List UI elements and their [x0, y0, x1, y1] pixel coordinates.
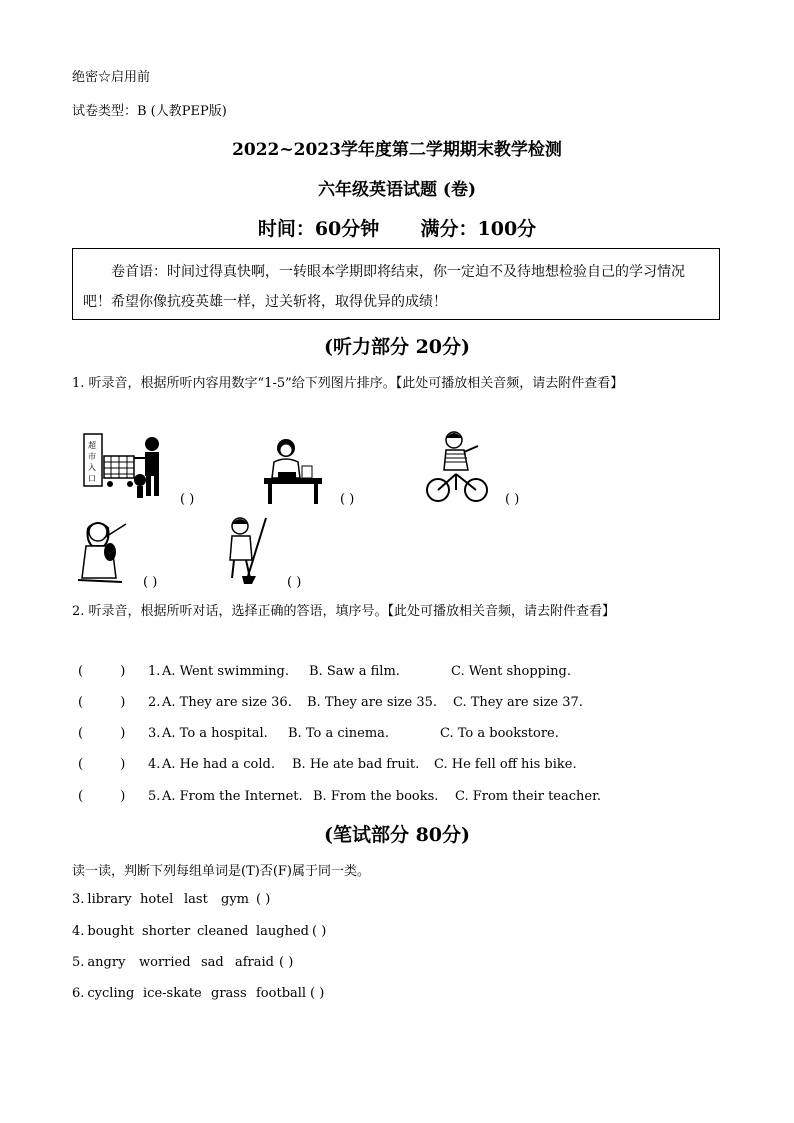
q2-row-1	[78, 664, 125, 679]
q2-num: 3.	[148, 726, 161, 741]
paper-type: 试卷类型：B (人教PEP版)	[72, 104, 227, 119]
picture-bike	[424, 430, 490, 504]
word-group-row	[72, 955, 125, 970]
q2-row-3	[78, 726, 125, 741]
picture-violin	[74, 518, 130, 588]
option-a: A. He had a cold.	[162, 757, 275, 772]
option-b: B. Saw a film.	[309, 664, 400, 679]
answer-paren[interactable]: ( )	[340, 492, 355, 507]
q2-num: 1.	[148, 664, 161, 679]
q1-instruction: 1. 听录音，根据所听内容用数字“1-5”给下列图片排序。【此处可播放相关音频，请去附件查看】	[72, 376, 624, 391]
option-b: B. He ate bad fruit.	[292, 757, 420, 772]
answer-paren[interactable]: ( )	[78, 664, 126, 679]
answer-paren[interactable]: ( )	[287, 575, 302, 590]
svg-text:入: 入	[88, 463, 96, 472]
answer-paren[interactable]: ( )	[312, 924, 327, 939]
q2-instruction: 2. 听录音，根据所听对话，选择正确的答语，填序号。【此处可播放相关音频，请去附件查看】	[72, 604, 616, 619]
q2-num: 2.	[148, 695, 161, 710]
exam-title: 2022~2023学年度第二学期期末教学检测	[232, 140, 562, 160]
picture-supermarket	[82, 432, 170, 502]
intro-box	[72, 248, 720, 320]
word: hotel	[140, 892, 174, 907]
option-a: A. They are size 36.	[162, 695, 292, 710]
confidential-mark: 绝密☆启用前	[72, 70, 151, 85]
q2-num: 5.	[148, 789, 161, 804]
picture-desk	[262, 436, 326, 506]
item-num: 4.	[72, 924, 85, 939]
exam-time: 时间：60分钟	[257, 218, 380, 240]
word-group-row	[72, 924, 134, 939]
option-c: C. To a bookstore.	[440, 726, 559, 741]
option-b: B. From the books.	[313, 789, 439, 804]
option-a: A. From the Internet.	[162, 789, 303, 804]
word: cycling	[87, 986, 135, 1001]
word: ice-skate	[143, 986, 202, 1001]
word: gym	[221, 892, 249, 907]
intro-text: 卷首语：时间过得真快啊，一转眼本学期即将结束，你一定迫不及待地想检验自己的学习情况吧！希望你像抗疫英雄一样，过关斩将，取得优异的成绩！	[83, 264, 685, 310]
exam-subtitle: 六年级英语试题 (卷)	[317, 180, 476, 200]
item-num: 3.	[72, 892, 85, 907]
exam-score: 满分：100分	[420, 218, 537, 240]
answer-paren[interactable]: ( )	[279, 955, 294, 970]
svg-text:口: 口	[88, 474, 96, 483]
option-c: C. Went shopping.	[451, 664, 571, 679]
word: library	[87, 892, 132, 907]
word: laughed	[256, 924, 309, 939]
option-a: A. To a hospital.	[162, 726, 268, 741]
option-a: A. Went swimming.	[162, 664, 289, 679]
answer-paren[interactable]: ( )	[78, 726, 126, 741]
sign-text: 超	[88, 441, 96, 450]
item-num: 6.	[72, 986, 85, 1001]
answer-paren[interactable]: ( )	[143, 575, 158, 590]
answer-paren[interactable]: ( )	[256, 892, 271, 907]
word: grass	[211, 986, 247, 1001]
word: last	[184, 892, 208, 907]
q2-row-2	[78, 695, 125, 710]
writing-heading: (笔试部分 80分)	[323, 824, 471, 846]
listening-heading: (听力部分 20分)	[323, 336, 471, 358]
q2-num: 4.	[148, 757, 161, 772]
word: sad	[201, 955, 224, 970]
word-group-row	[72, 986, 134, 1001]
option-c: C. They are size 37.	[453, 695, 583, 710]
word-group-row	[72, 892, 132, 907]
picture-sweeping	[222, 514, 272, 586]
answer-paren[interactable]: ( )	[505, 492, 520, 507]
q2-row-4	[78, 757, 125, 772]
word: cleaned	[197, 924, 249, 939]
option-c: C. He fell off his bike.	[434, 757, 577, 772]
answer-paren[interactable]: ( )	[78, 695, 126, 710]
answer-paren[interactable]: ( )	[78, 757, 126, 772]
word: worried	[139, 955, 191, 970]
q2-row-5	[78, 789, 125, 804]
writing-instruction: 读一读，判断下列每组单词是(T)否(F)属于同一类。	[72, 864, 370, 879]
word: bought	[87, 924, 134, 939]
time-score-line	[0, 214, 794, 241]
svg-text:市: 市	[88, 452, 96, 461]
answer-paren[interactable]: ( )	[180, 492, 195, 507]
answer-paren[interactable]: ( )	[310, 986, 325, 1001]
word: football	[256, 986, 307, 1001]
item-num: 5.	[72, 955, 85, 970]
answer-paren[interactable]: ( )	[78, 789, 126, 804]
option-b: B. To a cinema.	[288, 726, 390, 741]
word: shorter	[142, 924, 191, 939]
option-b: B. They are size 35.	[307, 695, 437, 710]
word: angry	[87, 955, 126, 970]
option-c: C. From their teacher.	[455, 789, 601, 804]
word: afraid	[235, 955, 275, 970]
